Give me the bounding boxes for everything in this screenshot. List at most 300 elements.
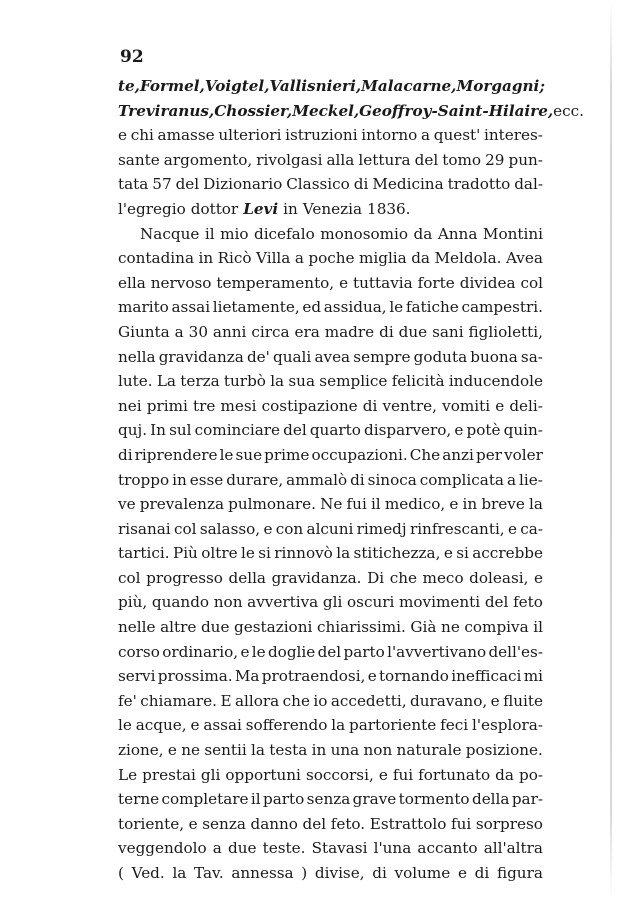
word: gli bbox=[322, 593, 343, 612]
word: vomiti bbox=[442, 396, 491, 415]
word: ca- bbox=[520, 519, 543, 538]
word: corso bbox=[118, 642, 160, 661]
word: par- bbox=[511, 790, 543, 809]
word: 1836. bbox=[367, 199, 411, 218]
text-line bbox=[118, 812, 543, 837]
word: della bbox=[228, 568, 266, 587]
word: del bbox=[484, 593, 509, 612]
word: oltre bbox=[201, 544, 238, 563]
word: l'egregio bbox=[118, 199, 186, 218]
word: senza bbox=[306, 790, 351, 809]
word: costipazione bbox=[261, 396, 358, 415]
word: parto bbox=[263, 790, 305, 809]
word: lietamente, bbox=[212, 298, 300, 317]
word: Anna bbox=[437, 224, 478, 243]
word: campestri. bbox=[461, 298, 543, 317]
word: volume bbox=[394, 864, 451, 882]
word: e bbox=[188, 814, 198, 833]
text-line bbox=[118, 713, 543, 738]
word: figlioletti, bbox=[468, 322, 543, 341]
word: dottor bbox=[190, 199, 239, 218]
word: In bbox=[150, 421, 166, 440]
word: Malacarne, bbox=[361, 77, 457, 95]
word: mi bbox=[523, 667, 543, 686]
word: goduta bbox=[413, 347, 468, 366]
word: marito bbox=[118, 298, 169, 317]
word: ve bbox=[118, 495, 136, 514]
word: ammalò bbox=[286, 470, 348, 489]
word: fui bbox=[346, 495, 367, 514]
word: non bbox=[213, 593, 243, 612]
word: del bbox=[283, 421, 307, 440]
word: del bbox=[302, 814, 327, 833]
word: Che bbox=[409, 445, 441, 464]
word: pun- bbox=[508, 150, 543, 169]
word: le bbox=[219, 445, 234, 464]
word: la bbox=[529, 495, 543, 514]
word: e bbox=[534, 568, 543, 587]
word: duravano, bbox=[409, 691, 488, 710]
word: Classico bbox=[286, 175, 350, 194]
word: nelle bbox=[118, 618, 156, 637]
word: sua bbox=[288, 372, 316, 391]
word: quj. bbox=[118, 421, 148, 440]
word: io bbox=[313, 691, 328, 710]
text-line bbox=[118, 345, 543, 370]
word: assai bbox=[203, 716, 242, 735]
word: doleasi, bbox=[469, 568, 529, 587]
word: testa bbox=[269, 741, 308, 760]
word: all'altra bbox=[483, 839, 543, 858]
text-line bbox=[118, 246, 543, 271]
word: esse bbox=[189, 470, 224, 489]
word: breve bbox=[481, 495, 525, 514]
word: feto bbox=[513, 593, 543, 612]
word: fluite bbox=[503, 691, 543, 710]
word: e bbox=[443, 544, 453, 563]
word: Stavasi bbox=[311, 839, 368, 858]
text-line bbox=[118, 787, 543, 812]
word: fui bbox=[392, 765, 414, 784]
word: meco bbox=[422, 568, 464, 587]
word: le bbox=[118, 716, 132, 735]
word: del bbox=[175, 175, 200, 194]
word: potè bbox=[466, 421, 501, 440]
word: le bbox=[389, 298, 404, 317]
word: più, bbox=[118, 593, 148, 612]
word: e bbox=[507, 519, 517, 538]
text-line bbox=[118, 689, 543, 714]
word: mio bbox=[220, 224, 249, 243]
word: ) bbox=[301, 864, 308, 882]
word: tuttavia bbox=[353, 273, 413, 292]
word: da bbox=[411, 249, 430, 268]
word: senza bbox=[202, 814, 246, 833]
word: progresso bbox=[146, 568, 223, 587]
word: fui bbox=[450, 814, 472, 833]
word: naturale bbox=[396, 741, 462, 760]
word: monosomio bbox=[320, 224, 409, 243]
word: Formel, bbox=[139, 77, 205, 95]
word: feto. bbox=[330, 814, 366, 833]
word: sue bbox=[235, 445, 263, 464]
word: cominciare bbox=[194, 421, 280, 440]
word: Treviranus, bbox=[118, 101, 215, 120]
word: lettura bbox=[358, 150, 411, 169]
word: sa- bbox=[520, 347, 543, 366]
word: ecc. bbox=[553, 101, 584, 120]
word: si bbox=[456, 544, 469, 563]
word: grave bbox=[352, 790, 397, 809]
word: a bbox=[174, 322, 184, 341]
word: sul bbox=[169, 421, 192, 440]
word: altre bbox=[160, 618, 197, 637]
word: ed bbox=[302, 298, 322, 317]
word: che bbox=[389, 568, 417, 587]
word: per bbox=[476, 445, 502, 464]
word: e bbox=[490, 691, 500, 710]
word: quest' bbox=[433, 126, 481, 145]
word: tomo bbox=[442, 150, 482, 169]
word: Avea bbox=[505, 249, 543, 268]
word: in bbox=[462, 495, 478, 514]
word: accedetti, bbox=[330, 691, 407, 710]
word: intorno bbox=[361, 126, 418, 145]
word: Più bbox=[172, 544, 198, 563]
word: protraendosi, bbox=[261, 667, 366, 686]
text-line bbox=[118, 123, 543, 148]
word: Ricò bbox=[217, 249, 252, 268]
word: fortunato bbox=[418, 765, 491, 784]
word: la bbox=[270, 372, 285, 391]
word: le bbox=[251, 642, 266, 661]
word: alcuni bbox=[306, 519, 354, 538]
word: prossima. bbox=[157, 667, 233, 686]
text-line bbox=[118, 738, 543, 763]
word: terza bbox=[180, 372, 220, 391]
word: inducendole bbox=[448, 372, 543, 391]
word: e bbox=[454, 421, 464, 440]
word: gravidanza bbox=[158, 347, 244, 366]
word: era bbox=[294, 322, 320, 341]
word: divise, bbox=[314, 864, 365, 882]
word: il bbox=[370, 495, 381, 514]
word: amasse bbox=[157, 126, 215, 145]
word: due bbox=[398, 322, 428, 341]
word: ne bbox=[441, 618, 460, 637]
word: a bbox=[421, 126, 431, 145]
text-line bbox=[118, 394, 543, 419]
word: Levi bbox=[243, 199, 279, 218]
word: movimenti bbox=[399, 593, 481, 612]
word: del bbox=[317, 642, 342, 661]
word: contadina bbox=[118, 249, 195, 268]
word: una bbox=[330, 741, 360, 760]
text-line bbox=[118, 836, 543, 861]
word: il bbox=[204, 224, 215, 243]
word: chiamare. bbox=[140, 691, 217, 710]
word: col bbox=[118, 568, 141, 587]
word: Medicina bbox=[372, 175, 444, 194]
word: dividea bbox=[459, 273, 516, 292]
word: terne bbox=[118, 790, 160, 809]
word: che bbox=[282, 691, 310, 710]
word: si bbox=[258, 544, 271, 563]
word: alla bbox=[326, 150, 355, 169]
word: ella bbox=[118, 273, 146, 292]
word: semplice bbox=[319, 372, 388, 391]
word: temperamento, bbox=[216, 273, 335, 292]
word: argomento, bbox=[163, 150, 253, 169]
word: di bbox=[372, 864, 387, 882]
word: gli bbox=[200, 765, 221, 784]
text-line bbox=[118, 172, 543, 197]
word: sentii bbox=[204, 741, 247, 760]
word: primi bbox=[146, 396, 188, 415]
word: tata bbox=[118, 175, 149, 194]
word: due bbox=[228, 839, 257, 858]
word: di bbox=[362, 396, 378, 415]
word: a bbox=[506, 470, 517, 489]
word: servi bbox=[118, 667, 156, 686]
word: medico, bbox=[384, 495, 446, 514]
word: teste. bbox=[262, 839, 306, 858]
word: anzi bbox=[442, 445, 474, 464]
word: madre bbox=[324, 322, 375, 341]
word: avea bbox=[314, 347, 351, 366]
word: La bbox=[156, 372, 176, 391]
word: della bbox=[471, 790, 510, 809]
word: ; bbox=[539, 77, 545, 95]
word: di bbox=[379, 322, 394, 341]
text-line bbox=[118, 640, 543, 665]
text-line bbox=[118, 320, 543, 345]
word: di bbox=[353, 175, 369, 194]
word: Le bbox=[118, 765, 138, 784]
word: fatiche bbox=[405, 298, 459, 317]
word: complicata bbox=[419, 470, 504, 489]
word: buona bbox=[470, 347, 518, 366]
word: ( bbox=[118, 864, 124, 882]
word: acque, bbox=[135, 716, 187, 735]
word: Montini bbox=[482, 224, 543, 243]
text-line bbox=[118, 197, 543, 222]
word: E bbox=[220, 691, 232, 710]
text-line bbox=[118, 369, 543, 394]
word: risanai bbox=[118, 519, 171, 538]
word: e bbox=[449, 495, 459, 514]
word: salasso, bbox=[199, 519, 261, 538]
word: due bbox=[200, 618, 230, 637]
word: danno bbox=[250, 814, 298, 833]
text-line bbox=[118, 271, 543, 296]
word: Chossier, bbox=[214, 101, 293, 120]
text-line bbox=[118, 664, 543, 689]
page-edge-shadow bbox=[610, 0, 612, 900]
word: il bbox=[533, 618, 543, 637]
word: la bbox=[331, 716, 346, 735]
word: dicefalo bbox=[253, 224, 315, 243]
word: parto bbox=[343, 642, 385, 661]
text-line bbox=[118, 443, 543, 468]
word: di bbox=[118, 445, 133, 464]
text-line bbox=[118, 99, 584, 124]
word: mesi bbox=[220, 396, 257, 415]
word: in bbox=[172, 470, 187, 489]
word: sante bbox=[118, 150, 160, 169]
word: accrebbe bbox=[472, 544, 543, 563]
word: tornando bbox=[378, 667, 449, 686]
word: durare, bbox=[226, 470, 284, 489]
word: sinoca bbox=[367, 470, 417, 489]
word: Villa bbox=[256, 249, 291, 268]
word: circa bbox=[251, 322, 290, 341]
word: anni bbox=[212, 322, 247, 341]
word: Già bbox=[410, 618, 437, 637]
word: con bbox=[275, 519, 304, 538]
word: e bbox=[167, 741, 177, 760]
word: gestazioni bbox=[234, 618, 313, 637]
word: a bbox=[212, 839, 222, 858]
word: in bbox=[311, 741, 327, 760]
word: ordinario, bbox=[162, 642, 239, 661]
word: Ne bbox=[320, 495, 343, 514]
word: di bbox=[350, 470, 365, 489]
word: Meckel, bbox=[292, 101, 360, 120]
word: sofferendo bbox=[245, 716, 328, 735]
word: in bbox=[283, 199, 298, 218]
word: ne bbox=[181, 741, 201, 760]
word: tormento bbox=[398, 790, 470, 809]
word: Dizionario bbox=[203, 175, 283, 194]
word: gravidanza. bbox=[271, 568, 362, 587]
word: assai bbox=[171, 298, 211, 317]
word: quin- bbox=[503, 421, 543, 440]
word: allora bbox=[234, 691, 280, 710]
word: Meldola. bbox=[434, 249, 502, 268]
word: ventre, bbox=[382, 396, 437, 415]
word: pulmonare. bbox=[228, 495, 316, 514]
word: prime bbox=[264, 445, 310, 464]
word: e bbox=[339, 273, 349, 292]
word: sorpreso bbox=[475, 814, 543, 833]
word: de' bbox=[246, 347, 270, 366]
word: Di bbox=[367, 568, 385, 587]
word: da bbox=[413, 224, 433, 243]
word: deli- bbox=[509, 396, 543, 415]
word: nella bbox=[118, 347, 156, 366]
page-number: 92 bbox=[120, 47, 144, 67]
word: rinfrescanti, bbox=[409, 519, 505, 538]
word: te, bbox=[118, 77, 140, 95]
word: Vallisnieri, bbox=[269, 77, 362, 95]
word: del bbox=[414, 150, 439, 169]
word: e bbox=[457, 864, 467, 882]
word: Geoffroy-Saint-Hilaire, bbox=[359, 101, 554, 120]
word: posizione. bbox=[465, 741, 543, 760]
text-line bbox=[118, 74, 543, 99]
word: la bbox=[336, 544, 351, 563]
word: rimedj bbox=[356, 519, 407, 538]
word: la bbox=[251, 741, 265, 760]
text-line bbox=[118, 541, 543, 566]
word: l'esplora- bbox=[471, 716, 543, 735]
text-line bbox=[118, 222, 543, 247]
word: e bbox=[190, 716, 200, 735]
word: da bbox=[495, 765, 514, 784]
word: fe' bbox=[118, 691, 137, 710]
body-text bbox=[118, 74, 584, 886]
word: col bbox=[520, 273, 543, 292]
word: disparvero, bbox=[364, 421, 452, 440]
word: 57 bbox=[152, 175, 172, 194]
text-line bbox=[118, 295, 543, 320]
word: zione, bbox=[118, 741, 164, 760]
word: toriente, bbox=[118, 814, 185, 833]
word: partoriente bbox=[349, 716, 437, 735]
word: voler bbox=[504, 445, 543, 464]
word: non bbox=[363, 741, 393, 760]
word: l'una bbox=[373, 839, 412, 858]
word: e bbox=[118, 126, 127, 145]
text-line bbox=[118, 468, 543, 493]
word: e bbox=[367, 667, 377, 686]
word: felicità bbox=[391, 372, 445, 391]
word: dal- bbox=[514, 175, 543, 194]
word: la bbox=[172, 864, 187, 882]
word: rinnovò bbox=[274, 544, 333, 563]
word: prestai bbox=[142, 765, 196, 784]
word: e bbox=[263, 519, 273, 538]
word: inefficaci bbox=[451, 667, 522, 686]
word: miglia bbox=[358, 249, 407, 268]
word: interes- bbox=[484, 126, 543, 145]
word: Morgagni bbox=[456, 77, 540, 95]
word: Estrattolo bbox=[369, 814, 447, 833]
word: sani bbox=[432, 322, 464, 341]
word: tre bbox=[193, 396, 216, 415]
word: e bbox=[240, 642, 250, 661]
word: sempre bbox=[353, 347, 411, 366]
text-line bbox=[118, 615, 543, 640]
word: lute. bbox=[118, 372, 153, 391]
word: Voigtel, bbox=[204, 77, 270, 95]
word: completare bbox=[161, 790, 249, 809]
text-line bbox=[118, 418, 543, 443]
word: Ved. bbox=[131, 864, 165, 882]
word: 29 bbox=[485, 150, 505, 169]
word: chiarissimi. bbox=[316, 618, 406, 637]
word: soccorsi, bbox=[305, 765, 374, 784]
word: il bbox=[250, 790, 261, 809]
word: rivolgasi bbox=[256, 150, 323, 169]
word: chi bbox=[130, 126, 154, 145]
word: doglie bbox=[267, 642, 316, 661]
word: troppo bbox=[118, 470, 170, 489]
word: dell'es- bbox=[488, 642, 543, 661]
word: figura bbox=[496, 864, 543, 882]
word: accanto bbox=[417, 839, 478, 858]
text-line bbox=[118, 590, 543, 615]
word: poche bbox=[308, 249, 355, 268]
word: e bbox=[378, 765, 388, 784]
word: e bbox=[495, 396, 505, 415]
word: stitichezza, bbox=[353, 544, 441, 563]
text-line bbox=[118, 492, 543, 517]
word: Tav. bbox=[194, 864, 224, 882]
word: turbò bbox=[223, 372, 266, 391]
word: ulteriori bbox=[218, 126, 282, 145]
